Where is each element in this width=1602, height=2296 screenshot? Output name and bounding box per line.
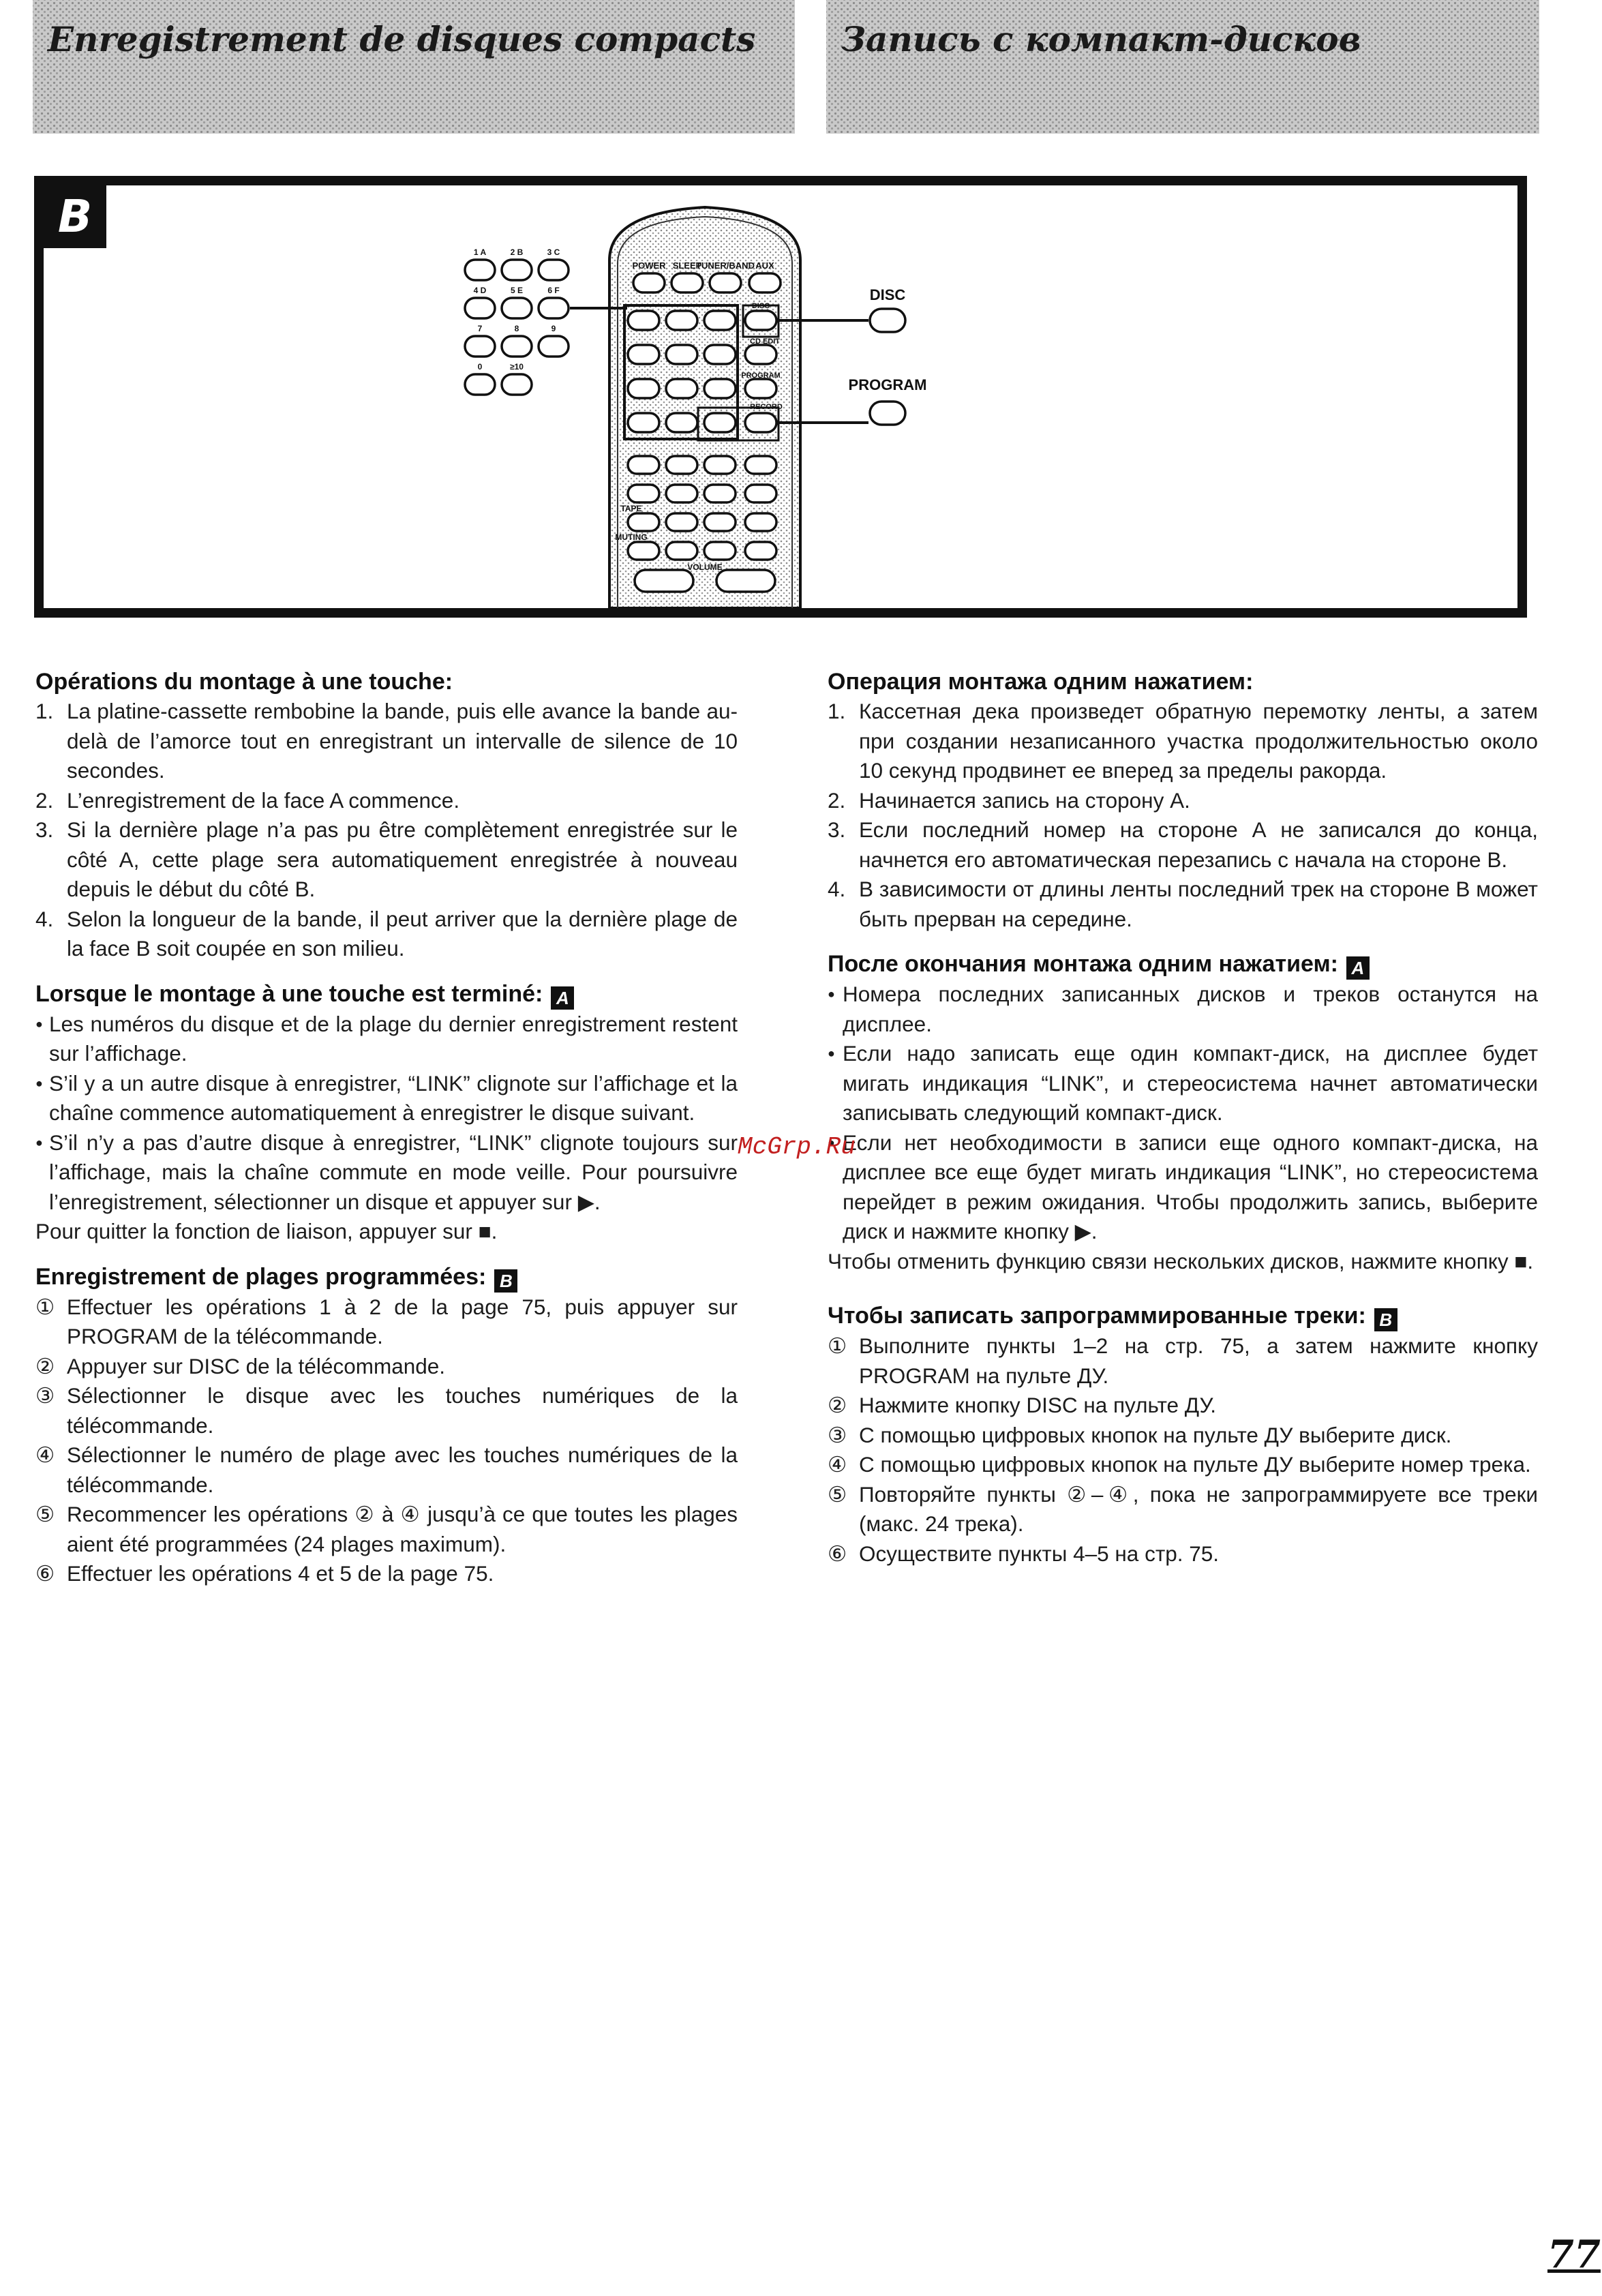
item-number: ③ — [828, 1422, 847, 1447]
header-banner-left — [33, 0, 795, 134]
enlarged-keypad-button — [539, 298, 569, 318]
remote-lower-button — [666, 513, 697, 531]
program-callout-label: PROGRAM — [848, 376, 927, 393]
enlarged-keypad-button — [465, 374, 495, 395]
remote-lower-button — [704, 513, 736, 531]
list-item — [35, 905, 738, 964]
list-item — [828, 1421, 1538, 1451]
ru-section-finished-title: После окончания монтажа одним нажатием: A — [828, 949, 1538, 980]
item-text: В зависимости от длины ленты последний трек на стороне В может быть прерван на середине. — [859, 877, 1538, 931]
remote-lower-button — [666, 456, 697, 474]
list-item — [35, 1293, 738, 1352]
enlarged-keypad-button — [539, 336, 569, 357]
enlarged-keypad-button — [465, 260, 495, 280]
figure-label: B — [44, 185, 106, 248]
remote-lower-button — [666, 485, 697, 502]
list-item — [828, 1391, 1538, 1421]
fr-badge-b: B — [494, 1269, 517, 1293]
ru-finished-bullets — [828, 980, 1538, 1247]
item-text: Осуществите пункты 4–5 на стр. 75. — [859, 1541, 1220, 1566]
list-item — [35, 697, 738, 786]
figure-b-remote-diagram — [34, 176, 1527, 618]
list-item — [35, 815, 738, 905]
enlarged-keypad-button — [502, 374, 532, 395]
item-text: Начинается запись на сторону А. — [859, 787, 1190, 813]
remote-lower-button — [745, 485, 776, 502]
remote-lower-button — [628, 456, 659, 474]
fr-section-one-touch-title: Opérations du montage à une touche: — [35, 669, 453, 695]
enlarged-keypad-button — [502, 336, 532, 357]
fr-one-touch-steps — [35, 697, 738, 964]
remote-keypad-button — [628, 379, 659, 398]
enlarged-keypad-button — [465, 298, 495, 318]
remote-top-label: POWER — [632, 260, 666, 271]
remote-lower-button — [704, 456, 736, 474]
disc-callout-button — [870, 309, 905, 332]
fr-finished-bullets — [35, 1010, 738, 1218]
remote-keypad-button — [666, 345, 697, 364]
item-number: ② — [828, 1393, 847, 1417]
ru-badge-b: B — [1374, 1308, 1397, 1331]
remote-keypad-button — [704, 345, 736, 364]
item-number: 4. — [35, 906, 54, 931]
remote-lower-button — [628, 513, 659, 531]
header-title-french: Enregistrement de disques compacts — [48, 19, 756, 59]
remote-lower-button — [704, 485, 736, 502]
remote-lower-button — [745, 513, 776, 531]
fr-section-program-title: Enregistrement de plages programmées: B — [35, 1262, 738, 1293]
item-number: ⑥ — [35, 1561, 55, 1586]
remote-keypad-button — [704, 413, 736, 432]
ru-link-note: Чтобы отменить функцию связи нескольких дисков, нажмите кнопку ■. — [828, 1248, 1534, 1273]
item-number: 1. — [35, 699, 54, 723]
remote-keypad-button — [745, 311, 776, 330]
ru-badge-a: A — [1346, 956, 1370, 980]
bullet-item: ● Les numéros du disque et de la plage du dernier enregistrement restent sur l’affichage. — [35, 1010, 738, 1069]
remote-top-button — [710, 273, 741, 292]
volume-minus-button — [635, 570, 693, 592]
remote-top-button — [749, 273, 781, 292]
item-text: Si la dernière plage n’a pas pu être complètement enregistrée sur le côté A, cette plage sera automatiquement enregistrée à nouveau depuis le début du côté B. — [67, 817, 738, 901]
list-item — [828, 1450, 1538, 1480]
remote-lower-button — [704, 542, 736, 560]
fr-section-finished-title: Lorsque le montage à une touche est terminé: A — [35, 979, 738, 1010]
fr-badge-a: A — [551, 986, 574, 1010]
item-text: Effectuer les opérations 4 et 5 de la page 75. — [67, 1561, 494, 1586]
item-number: 4. — [828, 877, 846, 901]
keypad-digit-label: 7 — [477, 324, 483, 333]
list-item — [35, 786, 738, 816]
list-item — [828, 1480, 1538, 1539]
list-item — [828, 786, 1538, 816]
disc-callout-label: DISC — [869, 286, 906, 303]
ru-one-touch-steps — [828, 697, 1538, 934]
enlarged-keypad-button — [502, 260, 532, 280]
ru-section-program-title: Чтобы записать запрограммированные треки: B — [828, 1301, 1538, 1331]
remote-top-label: TUNER/BAND — [696, 260, 755, 271]
remote-bottom-label: VOLUME — [687, 562, 723, 572]
list-item — [828, 875, 1538, 934]
remote-keypad-button — [704, 379, 736, 398]
list-item — [828, 1539, 1538, 1569]
keypad-digit-label: ≥10 — [510, 362, 524, 372]
remote-control-illustration — [44, 185, 1517, 608]
remote-side-label: RECORD — [750, 403, 783, 411]
remote-lower-button — [628, 485, 659, 502]
page-number: 77 — [1547, 2232, 1601, 2277]
fr-program-steps — [35, 1293, 738, 1589]
bullet-item: ● Если надо записать еще один компакт-диск, на дисплее будет мигать индикация “LINK”, и стереосистема начнет автоматически записывать следующий компакт-диск. — [828, 1039, 1538, 1128]
remote-program-button — [745, 413, 776, 432]
remote-keypad-button — [628, 345, 659, 364]
item-text: Recommencer les opérations ② à ④ jusqu’à ce que toutes les plages aient été programmées (24 plages maximum). — [67, 1502, 738, 1556]
list-item — [35, 1352, 738, 1382]
remote-lower-button — [628, 542, 659, 560]
item-number: 1. — [828, 699, 846, 723]
russian-column — [828, 667, 1538, 1569]
bullet-item: ● Если нет необходимости в записи еще одного компакт-диска, на дисплее все еще будет мигать индикация “LINK”, но стереосистема перейдет в режим ожидания. Чтобы продолжить запись, выберите диск и нажмите кнопку ▶. — [828, 1128, 1538, 1247]
remote-top-label: SLEEP — [672, 260, 702, 271]
item-text: Выполните пункты 1–2 на стр. 75, а затем нажмите кнопку PROGRAM на пульте ДУ. — [859, 1333, 1538, 1388]
item-number: ⑥ — [828, 1541, 847, 1566]
item-number: 3. — [828, 817, 846, 842]
header-banner-right — [826, 0, 1539, 134]
item-text: Appuyer sur DISC de la télécommande. — [67, 1353, 446, 1378]
list-item — [35, 1559, 738, 1589]
remote-top-button — [671, 273, 703, 292]
item-number: ① — [828, 1333, 847, 1358]
keypad-digit-label: 4 D — [473, 286, 487, 295]
keypad-digit-label: 8 — [514, 324, 519, 333]
keypad-digit-label: 6 F — [547, 286, 560, 295]
remote-side-label: CD EDIT — [750, 337, 780, 346]
remote-bottom-label: MUTING — [615, 532, 648, 542]
fr-link-note: Pour quitter la fonction de liaison, appuyer sur ■. — [35, 1219, 498, 1243]
item-number: 2. — [35, 787, 54, 813]
item-number: ⑤ — [35, 1502, 55, 1526]
list-item — [35, 1440, 738, 1500]
list-item — [828, 697, 1538, 786]
list-item — [35, 1500, 738, 1559]
remote-lower-button — [666, 542, 697, 560]
enlarged-keypad-button — [502, 298, 532, 318]
item-number: ④ — [828, 1452, 847, 1477]
remote-bottom-label: TAPE — [620, 504, 642, 513]
item-number: ⑤ — [828, 1481, 847, 1507]
remote-side-label: DISC — [751, 302, 770, 310]
remote-top-button — [633, 273, 665, 292]
bullet-item: ● S’il y a un autre disque à enregistrer, “LINK” clignote sur l’affichage et la chaîne commence automatiquement à enregistrer le disque suivant. — [35, 1069, 738, 1128]
item-text: L’enregistrement de la face A commence. — [67, 787, 460, 813]
ru-section-one-touch-title: Операция монтажа одним нажатием: — [828, 669, 1254, 695]
item-number: ① — [35, 1294, 55, 1319]
header-title-russian: Запись с компакт-дисков — [841, 19, 1361, 59]
remote-lower-button — [745, 456, 776, 474]
list-item — [828, 815, 1538, 875]
remote-keypad-button — [704, 311, 736, 330]
keypad-digit-label: 3 C — [547, 247, 560, 257]
item-text: Если последний номер на стороне А не записался до конца, начнется его автоматическая перезапись с начала на стороне В. — [859, 817, 1538, 872]
enlarged-keypad-button — [539, 260, 569, 280]
remote-keypad-button — [666, 311, 697, 330]
remote-keypad-button — [628, 413, 659, 432]
bullet-item: ● S’il n’y a pas d’autre disque à enregistrer, “LINK” clignote toujours sur l’affichage, mais la chaîne commute en mode veille. Pour poursuivre l’enregistrement, sélectionner un disque et appuyer sur ▶. — [35, 1128, 738, 1218]
remote-keypad-button — [628, 311, 659, 330]
enlarged-keypad-button — [465, 336, 495, 357]
bullet-item: ● Номера последних записанных дисков и треков останутся на дисплее. — [828, 980, 1538, 1039]
item-text: Нажмите кнопку DISC на пульте ДУ. — [859, 1393, 1217, 1417]
list-item — [35, 1381, 738, 1440]
item-text: Повторяйте пункты ②–④, пока не запрограммируете все треки (макс. 24 трека). — [859, 1481, 1538, 1536]
item-number: ③ — [35, 1383, 55, 1408]
keypad-digit-label: 0 — [477, 362, 483, 372]
item-text: Sélectionner le numéro de plage avec les touches numériques de la télécommande. — [67, 1442, 738, 1497]
remote-side-label: PROGRAM — [741, 372, 781, 380]
volume-plus-button — [716, 570, 775, 592]
item-number: ④ — [35, 1442, 55, 1467]
ru-program-steps — [828, 1331, 1538, 1569]
item-text: Кассетная дека произведет обратную перемотку ленты, а затем при создании незаписанного участка продолжительностью около 10 секунд продвинет ее вперед за пределы ракорда. — [859, 699, 1538, 783]
keypad-digit-label: 5 E — [510, 286, 524, 295]
item-text: С помощью цифровых кнопок на пульте ДУ выберите диск. — [859, 1422, 1452, 1447]
list-item — [828, 1331, 1538, 1391]
remote-keypad-button — [666, 379, 697, 398]
item-number: ② — [35, 1353, 55, 1378]
keypad-digit-label: 9 — [551, 324, 556, 333]
item-text: Sélectionner le disque avec les touches numériques de la télécommande. — [67, 1383, 738, 1438]
item-number: 2. — [828, 787, 846, 813]
program-callout-button — [870, 402, 905, 425]
item-text: La platine-cassette rembobine la bande, puis elle avance la bande au-delà de l’amorce tout en enregistrant un intervalle de silence de 10 secondes. — [67, 699, 738, 783]
french-column — [35, 667, 738, 1589]
item-text: С помощью цифровых кнопок на пульте ДУ выберите номер трека. — [859, 1452, 1531, 1477]
remote-lower-button — [745, 542, 776, 560]
item-number: 3. — [35, 817, 54, 842]
watermark: McGrp.Ru — [738, 1133, 856, 1161]
remote-top-label: AUX — [755, 260, 774, 271]
remote-keypad-button — [745, 345, 776, 364]
remote-keypad-button — [745, 379, 776, 398]
remote-keypad-button — [666, 413, 697, 432]
keypad-digit-label: 1 A — [473, 247, 487, 257]
item-text: Selon la longueur de la bande, il peut arriver que la dernière plage de la face B soit coupée en son milieu. — [67, 906, 738, 961]
keypad-digit-label: 2 B — [510, 247, 524, 257]
item-text: Effectuer les opérations 1 à 2 de la page 75, puis appuyer sur PROGRAM de la télécommande. — [67, 1294, 738, 1348]
